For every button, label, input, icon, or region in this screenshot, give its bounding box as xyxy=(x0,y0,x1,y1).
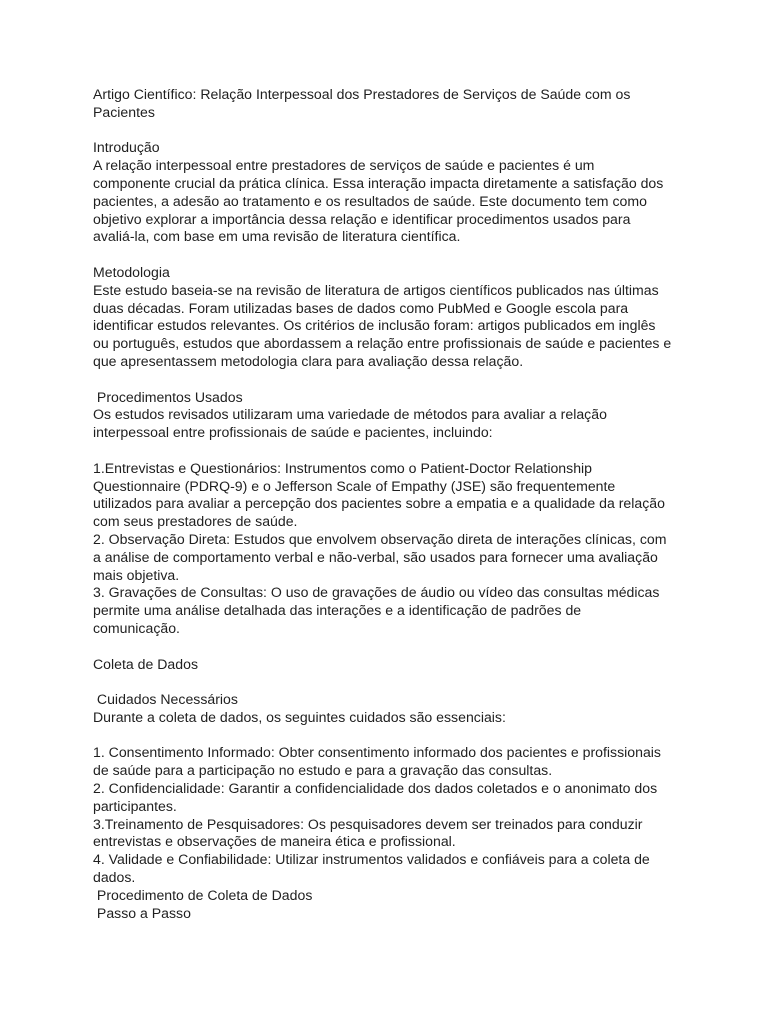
subheading: Procedimento de Coleta de Dados xyxy=(93,886,313,903)
list-item-line: permite uma análise detalhada das interações e a identificação de padrões de xyxy=(93,602,582,619)
paragraph-line: Este estudo baseia-se na revisão de literatura de artigos científicos publicados nas últimas xyxy=(93,281,659,298)
paragraph-line: ou português, estudos que abordassem a relação entre profissionais de saúde e pacientes e xyxy=(93,335,672,352)
spacer xyxy=(93,122,685,140)
paragraph-line: interpessoal entre profissionais de saúde e pacientes, incluindo: xyxy=(93,424,493,441)
section-procedimentos xyxy=(93,389,685,638)
spacer xyxy=(93,727,685,745)
title-line: Artigo Científico: Relação Interpessoal dos Prestadores de Serviços de Saúde com os xyxy=(93,86,631,102)
document-title xyxy=(93,86,685,122)
list-item-line: com seus prestadores de saúde. xyxy=(93,513,298,530)
list-item-line: 2. Confidencialidade: Garantir a confidencialidade dos dados coletados e o anonimato dos xyxy=(93,780,658,797)
spacer xyxy=(93,638,685,656)
list-item-line: a análise de comportamento verbal e não-verbal, são usados para fornecer uma avaliação xyxy=(93,548,658,565)
list-item-line: utilizados para avaliar a percepção dos pacientes sobre a empatia e a qualidade da relação xyxy=(93,495,665,512)
paragraph-line: Os estudos revisados utilizaram uma variedade de métodos para avaliar a relação xyxy=(93,406,607,423)
list-item-line: Questionnaire (PDRQ-9) e o Jefferson Scale of Empathy (JSE) são frequentemente xyxy=(93,477,616,494)
list-item-line: 4. Validade e Confiabilidade: Utilizar instrumentos validados e confiáveis para a coleta de xyxy=(93,851,650,868)
list-item-line: 3. Gravações de Consultas: O uso de gravações de áudio ou vídeo das consultas médicas xyxy=(93,584,660,601)
section-heading: Metodologia xyxy=(93,263,170,280)
paragraph-line: pacientes, a adesão ao tratamento e os resultados de saúde. Este documento tem como xyxy=(93,192,647,209)
paragraph-line: avaliá-la, com base em uma revisão de literatura científica. xyxy=(93,228,461,245)
section-heading: Cuidados Necessários xyxy=(93,691,238,708)
paragraph-line: que apresentassem metodologia clara para avaliação dessa relação. xyxy=(93,352,524,369)
paragraph-line: componente crucial da prática clínica. Essa interação impacta diretamente a satisfação dos xyxy=(93,174,664,191)
section-metodologia xyxy=(93,264,685,371)
section-heading: Introdução xyxy=(93,139,160,156)
paragraph-line: Durante a coleta de dados, os seguintes cuidados são essenciais: xyxy=(93,708,506,725)
list-item-line: mais objetiva. xyxy=(93,566,180,583)
subheading: Passo a Passo xyxy=(93,904,191,921)
spacer xyxy=(93,246,685,264)
spacer xyxy=(93,442,685,460)
section-cuidados xyxy=(93,691,685,922)
list-item-line: 1.Entrevistas e Questionários: Instrumentos como o Patient-Doctor Relationship xyxy=(93,459,592,476)
spacer xyxy=(93,371,685,389)
list-item-line: 2. Observação Direta: Estudos que envolvem observação direta de interações clínicas, com xyxy=(93,530,667,547)
list-item-line: dados. xyxy=(93,869,136,886)
paragraph-line: A relação interpessoal entre prestadores de serviços de saúde e pacientes é um xyxy=(93,157,595,174)
section-heading: Procedimentos Usados xyxy=(93,388,243,405)
title-line: Pacientes xyxy=(93,103,155,120)
list-item-line: comunicação. xyxy=(93,619,180,636)
section-introducao xyxy=(93,139,685,246)
list-item-line: 3.Treinamento de Pesquisadores: Os pesquisadores devem ser treinados para conduzir xyxy=(93,815,643,832)
document-page xyxy=(93,86,685,922)
list-item-line: participantes. xyxy=(93,797,177,814)
list-item-line: 1. Consentimento Informado: Obter consentimento informado dos pacientes e profissionais xyxy=(93,744,661,761)
list-item-line: entrevistas e observações de maneira ética e profissional. xyxy=(93,833,456,850)
list-item-line: de saúde para a participação no estudo e para a gravação das consultas. xyxy=(93,762,553,779)
spacer xyxy=(93,673,685,691)
paragraph-line: identificar estudos relevantes. Os critérios de inclusão foram: artigos publicados em inglês xyxy=(93,317,656,334)
paragraph-line: objetivo explorar a importância dessa relação e identificar procedimentos usados para xyxy=(93,210,631,227)
section-coleta xyxy=(93,656,685,674)
section-heading: Coleta de Dados xyxy=(93,655,198,672)
paragraph-line: duas décadas. Foram utilizadas bases de dados como PubMed e Google escola para xyxy=(93,299,629,316)
